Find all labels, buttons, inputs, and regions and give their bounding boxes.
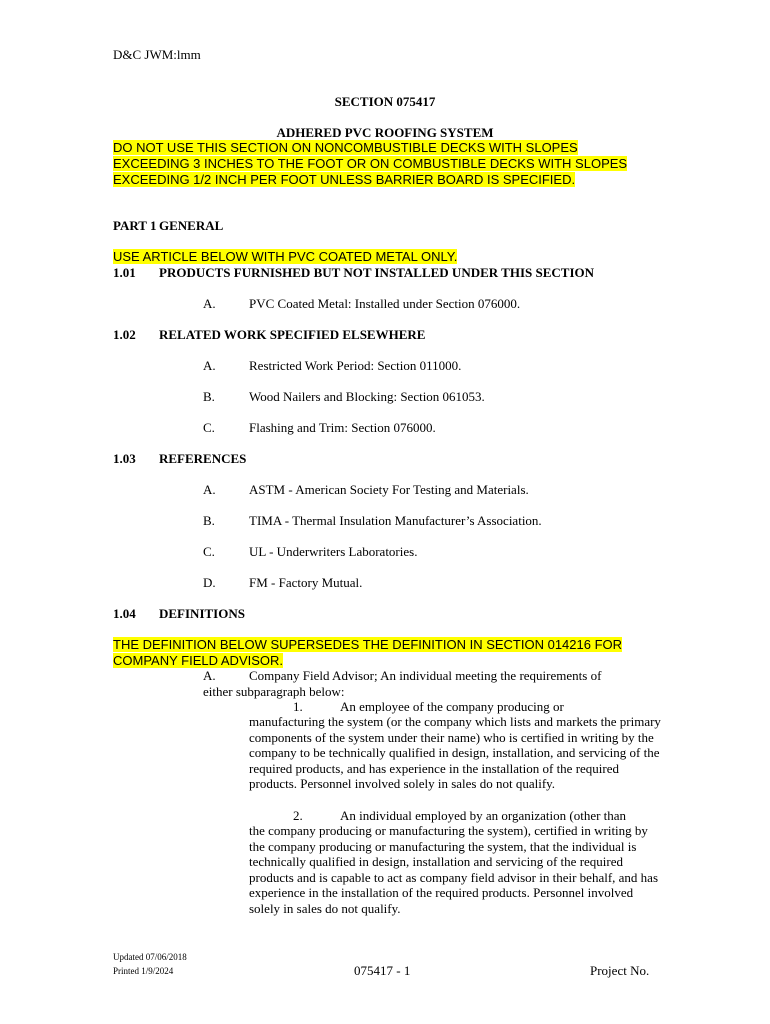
sub-text-first: An employee of the company producing or — [340, 699, 564, 714]
item-letter: D. — [203, 575, 216, 590]
article-number: 1.01 — [113, 265, 136, 280]
note-line: EXCEEDING 1/2 INCH PER FOOT UNLESS BARRIER BOARD IS SPECIFIED. — [113, 172, 576, 187]
item-text: Flashing and Trim: Section 076000. — [249, 420, 436, 435]
item-letter: A. — [203, 668, 216, 683]
note-line: DO NOT USE THIS SECTION ON NONCOMBUSTIBLE DECKS WITH SLOPES — [113, 140, 578, 155]
item-letter: A. — [203, 296, 216, 311]
header-initials: D&C JWM:lmm — [113, 47, 201, 62]
article-number: 1.02 — [113, 327, 136, 342]
sub-text: manufacturing the system (or the company which lists and markets the primary components of the system under their name) who is certified in writing by the company to be technically qualified in design, installation, and servicing of the required products, and has experience in the installation of the required products. Personnel involved solely in sales do not qualify. — [249, 714, 661, 792]
note-line: EXCEEDING 3 INCHES TO THE FOOT OR ON COMBUSTIBLE DECKS WITH SLOPES — [113, 156, 628, 171]
article-number: 1.04 — [113, 606, 136, 621]
part-label: PART 1 — [113, 218, 157, 233]
item-letter: A. — [203, 358, 216, 373]
item-text: PVC Coated Metal: Installed under Section 076000. — [249, 296, 521, 311]
item-text: ASTM - American Society For Testing and Materials. — [249, 482, 529, 497]
section-title: SECTION 075417 — [334, 94, 436, 109]
item-letter: B. — [203, 513, 215, 528]
item-text: Restricted Work Period: Section 011000. — [249, 358, 462, 373]
item-letter: C. — [203, 544, 215, 559]
item-text: FM - Factory Mutual. — [249, 575, 363, 590]
article-title: PRODUCTS FURNISHED BUT NOT INSTALLED UNDER THIS SECTION — [159, 265, 595, 280]
item-text: TIMA - Thermal Insulation Manufacturer’s Association. — [249, 513, 542, 528]
article-title: REFERENCES — [159, 451, 247, 466]
project-number: Project No. — [590, 963, 650, 978]
article-number: 1.03 — [113, 451, 136, 466]
note-pvc: USE ARTICLE BELOW WITH PVC COATED METAL ONLY. — [113, 249, 458, 264]
part-title: GENERAL — [159, 218, 224, 233]
article-title: RELATED WORK SPECIFIED ELSEWHERE — [159, 327, 426, 342]
sub-number: 2. — [293, 808, 303, 823]
article-title: DEFINITIONS — [159, 606, 245, 621]
item-letter: C. — [203, 420, 215, 435]
note-line: THE DEFINITION BELOW SUPERSEDES THE DEFINITION IN SECTION 014216 FOR — [113, 637, 623, 652]
page-number: 075417 - 1 — [354, 963, 411, 978]
item-letter: A. — [203, 482, 216, 497]
document-title: ADHERED PVC ROOFING SYSTEM — [276, 125, 494, 140]
item-text: Wood Nailers and Blocking: Section 061053. — [249, 389, 485, 404]
item-text: UL - Underwriters Laboratories. — [249, 544, 418, 559]
sub-text-first: An individual employed by an organization (other than — [340, 808, 627, 823]
footer-updated: Updated 07/06/2018 — [113, 952, 187, 962]
item-text: Company Field Advisor; An individual meeting the requirements of — [249, 668, 602, 683]
item-text-cont: either subparagraph below: — [203, 684, 345, 699]
sub-number: 1. — [293, 699, 303, 714]
item-letter: B. — [203, 389, 215, 404]
sub-text: the company producing or manufacturing the system), certified in writing by the company producing or manufacturing the system, that the individual is technically qualified in design, installation and servicing of the required products and is capable to act as company field advisor in their behalf, and has experience in the installation of the required products. Personnel involved solely in sales do not qualify. — [249, 823, 659, 916]
note-line: COMPANY FIELD ADVISOR. — [113, 653, 284, 668]
footer-printed: Printed 1/9/2024 — [113, 966, 174, 976]
